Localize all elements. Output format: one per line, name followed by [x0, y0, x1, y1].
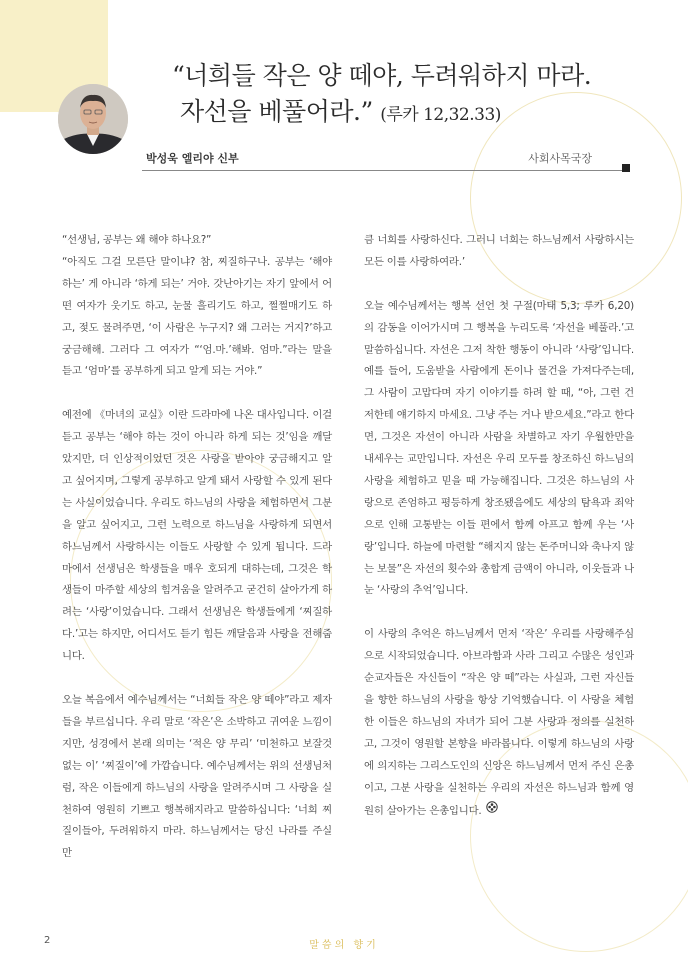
flower-end-mark-icon	[486, 800, 498, 822]
paragraph: 예전에 《마녀의 교실》이란 드라마에 나온 대사입니다. 이걸 듣고 공부는 ‘해야 하는 것이 아니라 하게 되는 것’임을 깨달았지만, 더 인상적이었던 것은 사랑을 받아야 궁금해지고 알고 싶어지며, 그렇게 공부하고 알게 돼서 사랑할 수 있게 된다는 사실이었습니다. 우리도 하느님의 사랑을 체험하면서 그분을 알고 싶어지고, 그런 노력으로 하느님을 사랑하게 되면서 하느님께서 사랑하시는 이들도 사랑할 수 있게 됩니다. 드라마에서 선생님은 학생들을 매우 호되게 대하는데, 그것은 학생들이 마주할 세상의 힘겨움을 알려주고 굳건히 살아가게 하려는 ‘사랑’이었습니다. 그래서 선생님은 학생들에게 ‘찌질하다.’고는 하지만, 어디서도 듣기 힘든 깨달음과 사랑을 전해줍니다.	[62, 409, 332, 663]
portrait-image	[58, 84, 128, 154]
paragraph: “아직도 그걸 모른단 말이냐? 참, 찌질하구나. 공부는 ‘해야 하는’ 게 아니라 ‘하게 되는’ 거야. 갓난아기는 자기 앞에서 어떤 여자가 웃기도 하고, 눈물 흘리기도 하고, 쩔쩔매기도 하고, 젖도 물려주면, ‘이 사람은 누구지? 왜 그러는 거지?’하고 궁금해해. 그러다 그 여자가 “‘엄.마.’해봐. 엄마.”라는 말을 듣고 ‘엄마’를 공부하게 되고 알게 되는 거야.”	[62, 255, 332, 378]
page-title	[172, 58, 652, 133]
body-column-left	[62, 230, 332, 865]
title-line-2-text: 자선을 베풀어라.”	[180, 97, 373, 126]
paragraph: 큼 너희를 사랑하신다. 그러니 너희는 하느님께서 사랑하시는 모든 이를 사랑하여라.’	[364, 234, 634, 268]
paragraph: 오늘 예수님께서는 행복 선언 첫 구절(마태 5,3; 루카 6,20)의 감동을 이어가시며 그 행복을 누리도록 ‘자선을 베풀라.’고 말씀하십니다. 자선은 그저 착한 행동이 아니라 ‘사랑’입니다. 예를 들어, 도움받을 사람에게 돈이나 물건을 가져다주는데, 그 사람이 고맙다며 자기 이야기를 하려 할 때, “아, 그런 건 저한테 얘기하지 마세요. 그냥 주는 거나 받으세요.”라고 한다면, 그것은 자선이 아니라 사람을 차별하고 자기 우월한만을 내세우는 교만입니다. 자선은 우리 모두를 창조하신 하느님의 사랑을 체험하고 믿을 때 가능해집니다. 그것은 하느님의 사랑으로 존엄하고 평등하게 창조됐음에도 세상의 탐욕과 죄악으로 인해 고통받는 이들 편에서 함께 아프고 함께 우는 ‘사랑’입니다. 하늘에 마련할 “해지지 않는 돈주머니와 축나지 않는 보물”은 자선의 횟수와 총합계 금액이 아니라, 이웃들과 나눈 ‘사랑의 추억’입니다.	[364, 299, 634, 597]
paragraph: 오늘 복음에서 예수님께서는 “너희들 작은 양 떼야”라고 제자들을 부르십니다. 우리 말로 ‘작은’은 소박하고 귀여운 느낌이지만, 성경에서 본래 의미는 ‘적은 양 무리’ ‘미천하고 보잘것없는 이’ ‘찌질이’에 가깝습니다. 예수님께서는 위의 선생님처럼, 작은 이들에게 하느님의 사랑을 알려주시며 그 사랑을 실천하여 영원히 기쁘고 행복해지라고 말씀하십니다: ‘너희 찌질이들아, 두려워하지 마라. 하느님께서는 당신 나라를 주실 만	[62, 694, 332, 860]
scripture-citation: (루카 12,32.33)	[380, 105, 501, 125]
magazine-name: 말씀의 향기	[309, 940, 379, 951]
paragraph-last	[364, 624, 634, 822]
title-line-2	[172, 94, 652, 133]
title-line-1: “너희들 작은 양 떼야, 두려워하지 마라.	[172, 61, 592, 90]
author-portrait	[58, 84, 128, 154]
author-role: 사회사목국장	[528, 152, 592, 165]
author-name: 박성욱 엘리야 신부	[146, 152, 239, 165]
byline-square-icon	[622, 164, 630, 172]
paragraph: “선생님, 공부는 왜 해야 하나요?”	[62, 234, 212, 246]
paragraph-text: 이 사랑의 추억은 하느님께서 먼저 ‘작은’ 우리를 사랑해주심으로 시작되었습니다. 아브라함과 사라 그리고 수많은 성인과 순교자들은 자신들이 “작은 양 떼”라는 사실과, 그런 자신들을 향한 하느님의 사랑을 항상 기억했습니다. 이 사랑을 체험한 이들은 하느님의 자녀가 되어 그분 사랑과 정의를 실천하고, 그것이 영원할 본향을 바라봅니다. 이렇게 하느님의 사랑에 의지하는 그리스도인의 신앙은 하느님께서 먼저 주신 은총이고, 그분 사랑을 실천하는 우리의 자선은 하느님과 함께 영원히 살아가는 은총입니다.	[364, 628, 634, 817]
byline-divider	[142, 170, 622, 171]
byline	[142, 148, 628, 170]
body-column-right	[364, 230, 634, 822]
page-number: 2	[44, 935, 51, 946]
